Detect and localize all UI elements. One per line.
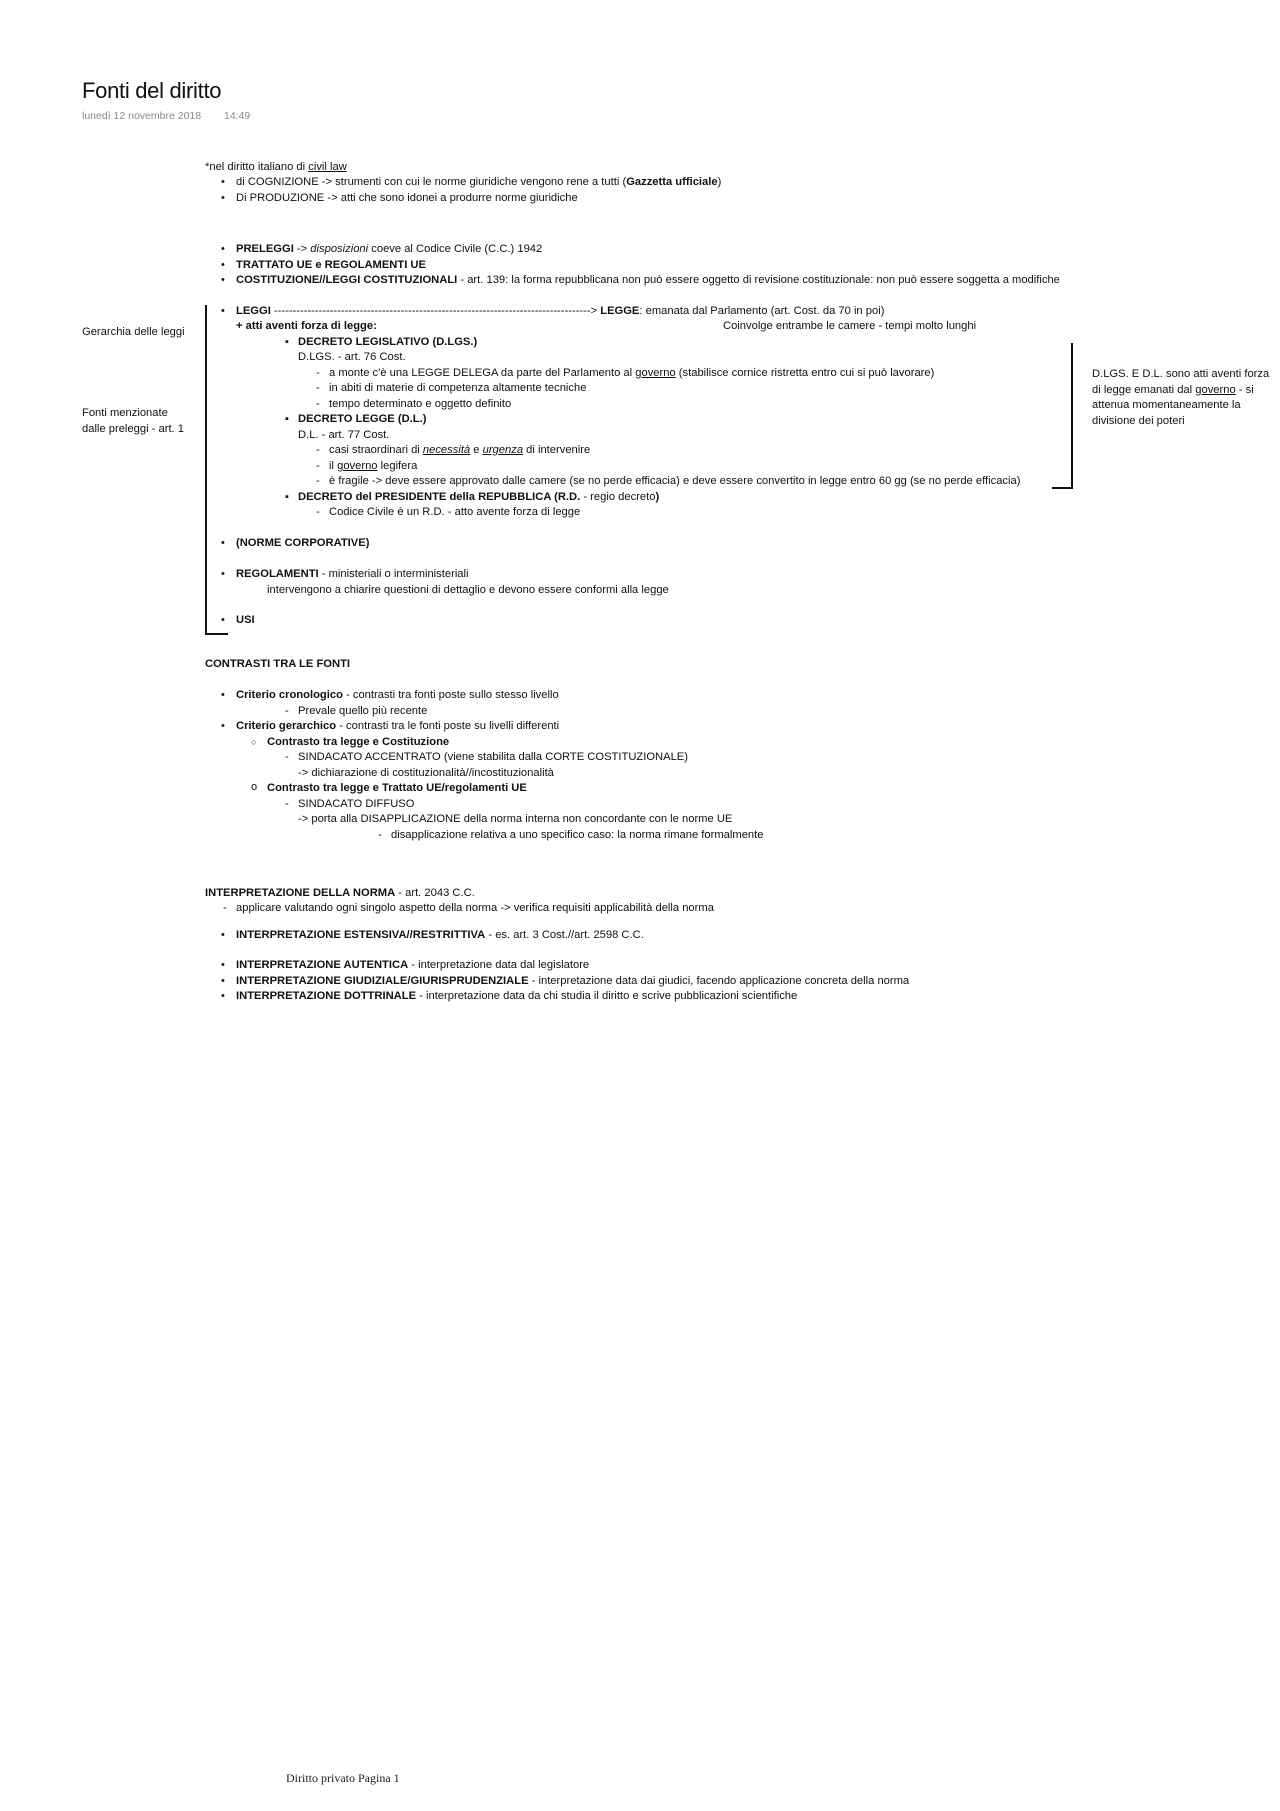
page-title: Fonti del diritto: [82, 78, 222, 103]
contrasto-trattato: o Contrasto tra legge e Trattato UE/regolamenti UE: [267, 781, 527, 797]
intro-line: *nel diritto italiano di civil law: [205, 161, 347, 173]
civil-law-link: civil law: [308, 161, 347, 173]
regolamenti: • REGOLAMENTI - ministeriali o interministeriali: [236, 567, 469, 583]
page-date: lunedì 12 novembre 2018: [82, 110, 202, 122]
bracket-gerarchia: [205, 305, 228, 635]
interpretazione-giudiziale: • INTERPRETAZIONE GIUDIZIALE/GIURISPRUDENZIALE - interpretazione data dai giudici, facendo applicazione concreta della norma: [236, 974, 909, 990]
interpretazione-heading: INTERPRETAZIONE DELLA NORMA - art. 2043 C.C.: [205, 887, 475, 899]
label-gerarchia: Gerarchia delle leggi: [82, 326, 185, 338]
dlgs-title: ▪ DECRETO LEGISLATIVO (D.LGS.): [298, 335, 477, 351]
c1-detail-2: -> dichiarazione di costituzionalità//incostituzionalità: [298, 767, 554, 779]
source-costituzione: • COSTITUZIONE//LEGGI COSTITUZIONALI - art. 139: la forma repubblicana non può essere oggetto di revisione costituzionale: non può essere soggetta a modifiche: [236, 273, 1060, 289]
leggi-line: • LEGGI -------------------------------------------------------------------------------------> LEGGE: emanata dal Parlamento (art. Cost. da 70 in poi): [236, 304, 884, 320]
atti-aventi-forza: + atti aventi forza di legge:: [236, 320, 377, 332]
dlgs-detail-1: - a monte c'è una LEGGE DELEGA da parte del Parlamento al governo (stabilisce cornice ristretta entro cui si può lavorare): [329, 366, 934, 382]
intro-bullet-cognizione: • di COGNIZIONE -> strumenti con cui le norme giuridiche vengono rene a tutti (Gazzetta ufficiale): [236, 175, 721, 191]
dl-detail-1: - casi straordinari di necessità e urgenza di intervenire: [329, 443, 590, 459]
criterio-gerarchico: • Criterio gerarchico - contrasti tra le fonti poste su livelli differenti: [236, 719, 559, 735]
interpretazione-autentica: • INTERPRETAZIONE AUTENTICA - interpretazione data dal legislatore: [236, 958, 589, 974]
dlgs-detail-3: - tempo determinato e oggetto definito: [329, 397, 511, 413]
regolamenti-line2: intervengono a chiarire questioni di dettaglio e devono essere conformi alla legge: [267, 584, 669, 596]
crono-detail-1: - Prevale quello più recente: [298, 704, 427, 720]
c2-detail-2: -> porta alla DISAPPLICAZIONE della norma interna non concordante con le norme UE: [298, 813, 733, 825]
page-footer: Diritto privato Pagina 1: [286, 1771, 400, 1785]
dl-title: ▪ DECRETO LEGGE (D.L.): [298, 412, 426, 428]
intro-bullet-produzione: • Di PRODUZIONE -> atti che sono idonei a produrre norme giuridiche: [236, 191, 578, 207]
dl-detail-3: - è fragile -> deve essere approvato dalle camere (se no perde efficacia) e deve essere convertito in legge entro 60 gg (se no perde efficacia): [329, 474, 1020, 490]
dl-detail-2: - il governo legifera: [329, 459, 417, 475]
interpretazione-detail-1: - applicare valutando ogni singolo aspetto della norma -> verifica requisiti applicabilità della norma: [236, 901, 714, 917]
label-dlgs-dl-note: D.LGS. E D.L. sono atti aventi forza di legge emanati dal governo - si attenua momentaneamente la divisione dei poteri: [1092, 368, 1270, 427]
interpretazione-dottrinale: • INTERPRETAZIONE DOTTRINALE - interpretazione data da chi studia il diritto e scrive pubblicazioni scientifiche: [236, 989, 797, 1005]
label-fonti-menzionate: Fonti menzionate dalle preleggi - art. 1: [82, 407, 184, 435]
source-preleggi: • PRELEGGI -> disposizioni coeve al Codice Civile (C.C.) 1942: [236, 242, 542, 258]
contrasti-heading: CONTRASTI TRA LE FONTI: [205, 658, 351, 670]
dpr-detail-1: - Codice Civile è un R.D. - atto avente forza di legge: [329, 505, 580, 521]
dlgs-detail-2: - in abiti di materie di competenza altamente tecniche: [329, 381, 586, 397]
camere-note: Coinvolge entrambe le camere - tempi molto lunghi: [723, 320, 977, 332]
criterio-cronologico: • Criterio cronologico - contrasti tra fonti poste sullo stesso livello: [236, 688, 559, 704]
c2-detail-1: - SINDACATO DIFFUSO: [298, 797, 414, 813]
bracket-dlgs-dl: [1052, 343, 1073, 489]
c1-detail-1: - SINDACATO ACCENTRATO (viene stabilita dalla CORTE COSTITUZIONALE): [298, 750, 688, 766]
c2-detail-3: - disapplicazione relativa a uno specifico caso: la norma rimane formalmente: [391, 828, 763, 844]
page-time: 14:49: [224, 110, 251, 122]
contrasto-costituzione: ○ Contrasto tra legge e Costituzione: [267, 735, 449, 751]
dlgs-art: D.LGS. - art. 76 Cost.: [298, 351, 406, 363]
usi: • USI: [236, 613, 255, 629]
norme-corporative: • (NORME CORPORATIVE): [236, 536, 369, 552]
dpr-title: ▪ DECRETO del PRESIDENTE della REPUBBLICA (R.D. - regio decreto): [298, 490, 659, 506]
interpretazione-estensiva: • INTERPRETAZIONE ESTENSIVA//RESTRITTIVA - es. art. 3 Cost.//art. 2598 C.C.: [236, 928, 644, 944]
dl-art: D.L. - art. 77 Cost.: [298, 429, 390, 441]
source-trattato: • TRATTATO UE e REGOLAMENTI UE: [236, 258, 426, 274]
